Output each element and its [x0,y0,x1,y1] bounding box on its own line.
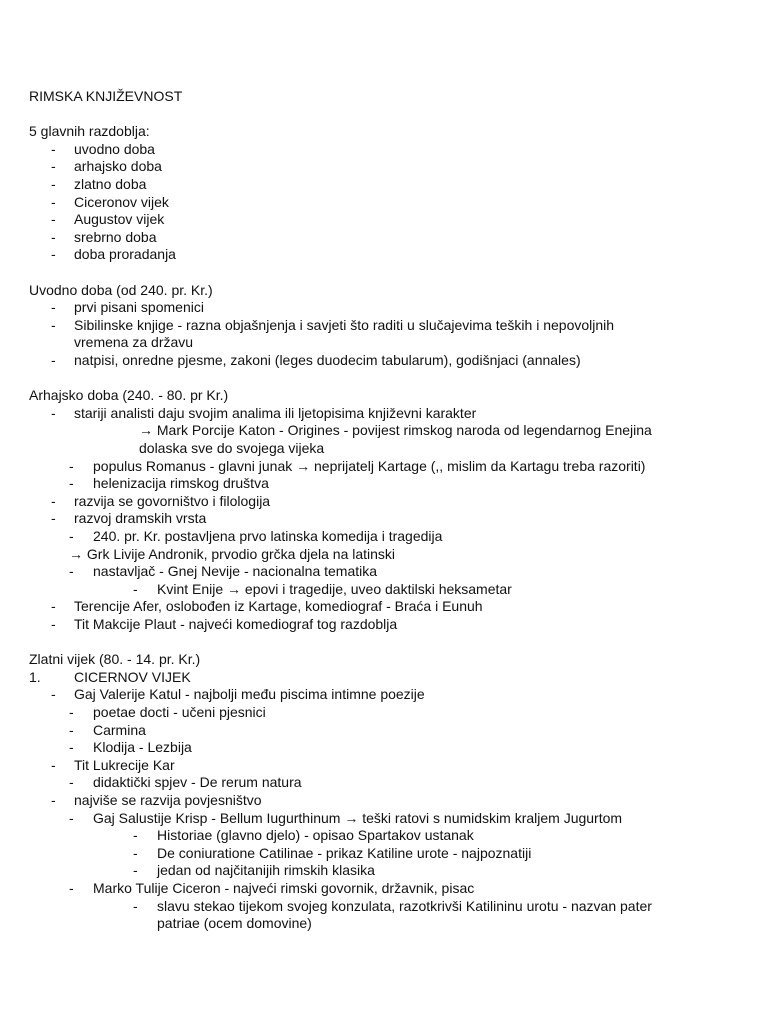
list-bullet: - [69,528,74,544]
list-item-text: najviše se razvija povjesništvo [74,792,262,808]
list-bullet: - [51,299,56,316]
list-item-text: 240. pr. Kr. postavljena prvo latinska komedija i tragedija [93,528,443,544]
list-bullet: - [51,792,56,808]
list-bullet: - [133,844,138,861]
list-bullet: - [69,704,74,720]
list-item-text: → Grk Livije Andronik, prvodio grčka djela na latinski [69,545,396,562]
list-bullet: - [51,510,56,527]
list-bullet: - [69,563,74,580]
list-bullet: - [133,580,138,597]
list-bullet: - [51,404,56,421]
list-item-text: natpisi, onredne pjesme, zakoni (leges duodecim tabularum), godišnjaci (annales) [74,352,581,368]
section-heading: Zlatni vijek (80. - 14. pr. Kr.) [29,651,201,668]
list-item-text: patriae (ocem domovine) [157,915,312,932]
list-item-text: Augustov vijek [74,211,165,228]
list-item-text: Carmina [93,721,146,738]
list-item-text: slavu stekao tijekom svojeg konzulata, razotkrivši Katilininu urotu - nazvan pater [157,897,652,914]
list-item-text: jedan od najčitanijih rimskih klasika [157,862,375,879]
list-bullet: - [133,862,138,879]
section-heading: Uvodno doba (od 240. pr. Kr.) [29,281,213,298]
list-bullet: - [69,721,74,738]
list-item-text: didaktički spjev - De rerum natura [93,774,302,791]
list-bullet: - [69,774,74,791]
list-item-text: Tit Lukrecije Kar [74,756,175,773]
section-heading: Arhajsko doba (240. - 80. pr Kr.) [29,387,229,404]
list-bullet: - [69,457,74,474]
list-bullet: - [69,809,74,826]
list-bullet: - [51,211,56,228]
list-bullet: - [51,193,56,210]
list-item-text: CICERNOV VIJEK [74,668,191,685]
list-item-text: arhajsko doba [74,158,162,175]
list-bullet: - [51,158,56,175]
list-bullet: - [51,598,56,615]
list-bullet: - [51,140,56,157]
list-item-text: helenizacija rimskog društva [93,475,269,492]
list-bullet: - [51,492,56,509]
list-bullet: - [51,756,56,773]
list-item-text: poetae docti - učeni pjesnici [93,704,266,720]
list-item-text: razvija se govorništvo i filologija [74,492,271,509]
list-item-text: srebrno doba [74,228,157,245]
list-item-text: Gaj Salustije Krisp - Bellum Iugurthinum → teški ratovi s numidskim kraljem Jugurtom [93,809,623,826]
list-bullet: - [51,246,56,263]
list-item-text: stariji analisti daju svojim analima ili ljetopisima književni karakter [74,404,477,421]
list-item-text: Klodija - Lezbija [93,739,192,756]
list-item-text: uvodno doba [74,140,155,157]
list-bullet: - [51,352,56,368]
list-bullet: - [69,739,74,756]
list-bullet: - [69,880,74,896]
list-item-text: Marko Tulije Ciceron - najveći rimski govornik, državnik, pisac [93,880,475,896]
list-item-text: zlatno doba [74,176,147,192]
list-item-text: populus Romanus - glavni junak → neprijatelj Kartage (,, mislim da Kartagu treba razoriti) [93,457,646,474]
document-title: RIMSKA KNJIŽEVNOST [29,88,183,104]
list-number: 1. [29,668,41,685]
list-item-text: De coniuratione Catilinae - prikaz Katiline urote - najpoznatiji [157,844,532,861]
list-item-text: Sibilinske knjige - razna objašnjenja i savjeti što raditi u slučajevima teških i nepovoljnih [74,316,615,333]
list-bullet: - [133,827,138,844]
list-item-text: razvoj dramskih vrsta [74,510,207,527]
list-item-text: prvi pisani spomenici [74,299,204,316]
list-bullet: - [51,616,56,632]
list-bullet: - [51,686,56,703]
list-bullet: - [51,228,56,245]
list-bullet: - [133,897,138,914]
list-item-text: Ciceronov vijek [74,193,169,210]
list-bullet: - [51,176,56,192]
list-item-text: Terencije Afer, oslobođen iz Kartage, komediograf - Braća i Eunuh [74,598,483,615]
list-bullet: - [51,316,56,333]
list-item-text: dolaska sve do svojega vijeka [139,440,325,456]
list-item-text: → Mark Porcije Katon - Origines - povijest rimskog naroda od legendarnog Enejina [139,422,652,439]
list-item-text: Historiae (glavno djelo) - opisao Spartakov ustanak [157,827,474,844]
section-heading: 5 glavnih razdoblja: [29,123,150,140]
list-item-text: Gaj Valerije Katul - najbolji među piscima intimne poezije [74,686,425,703]
list-item-text: Tit Makcije Plaut - najveći komediograf tog razdoblja [74,616,398,632]
list-bullet: - [69,475,74,492]
list-item-text: nastavljač - Gnej Nevije - nacionalna tematika [93,563,378,580]
list-item-text: Kvint Enije → epovi i tragedije, uveo daktilski heksametar [157,580,512,597]
list-item-text: vremena za državu [74,334,194,351]
list-item-text: doba proradanja [74,246,176,263]
